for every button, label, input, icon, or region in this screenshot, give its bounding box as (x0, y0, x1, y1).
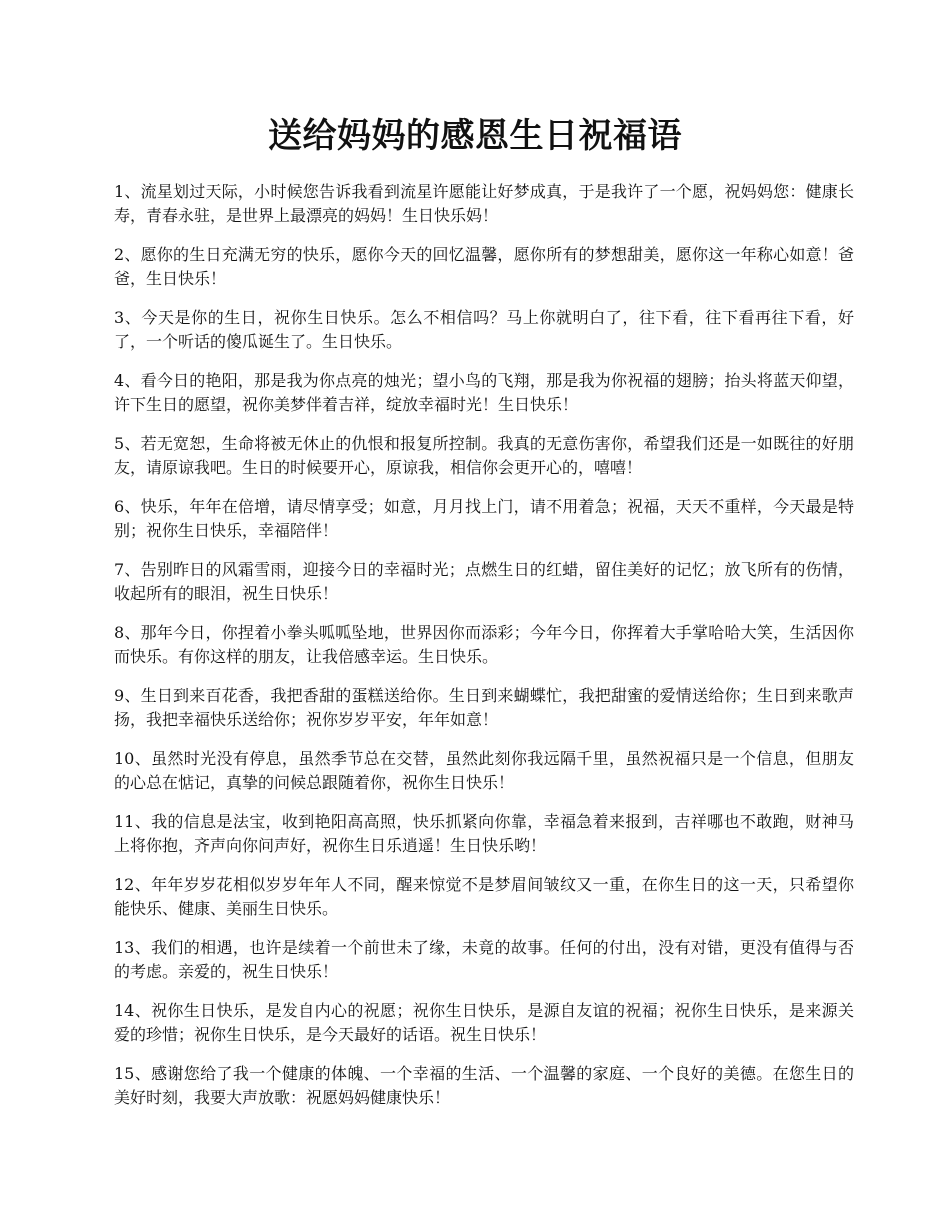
paragraph-8: 8、那年今日，你捏着小拳头呱呱坠地，世界因你而添彩；今年今日，你挥着大手掌哈哈大笑，生活因你而快乐。有你这样的朋友，让我倍感幸运。生日快乐。 (114, 623, 854, 666)
paragraph-7: 7、告别昨日的风霜雪雨，迎接今日的幸福时光；点燃生日的红蜡，留住美好的记忆；放飞所有的伤情，收起所有的眼泪，祝生日快乐！ (114, 560, 854, 603)
paragraph-15: 15、感谢您给了我一个健康的体魄、一个幸福的生活、一个温馨的家庭、一个良好的美德。在您生日的美好时刻，我要大声放歌：祝愿妈妈健康快乐！ (114, 1064, 854, 1107)
paragraph-14: 14、祝你生日快乐，是发自内心的祝愿；祝你生日快乐，是源自友谊的祝福；祝你生日快乐，是来源关爱的珍惜；祝你生日快乐，是今天最好的话语。祝生日快乐！ (114, 1001, 854, 1044)
paragraph-13: 13、我们的相遇，也许是续着一个前世未了缘，未竟的故事。任何的付出，没有对错，更没有值得与否的考虑。亲爱的，祝生日快乐！ (114, 938, 854, 981)
paragraph-4: 4、看今日的艳阳，那是我为你点亮的烛光；望小鸟的飞翔，那是我为你祝福的翅膀；抬头将蓝天仰望，许下生日的愿望，祝你美梦伴着吉祥，绽放幸福时光！生日快乐！ (114, 371, 854, 414)
paragraph-6: 6、快乐，年年在倍增，请尽情享受；如意，月月找上门，请不用着急；祝福，天天不重样，今天最是特别；祝你生日快乐，幸福陪伴！ (114, 497, 854, 540)
paragraph-10: 10、虽然时光没有停息，虽然季节总在交替，虽然此刻你我远隔千里，虽然祝福只是一个信息，但朋友的心总在惦记，真挚的问候总跟随着你，祝你生日快乐！ (114, 749, 854, 792)
document-body (114, 180, 854, 1125)
paragraph-3: 3、今天是你的生日，祝你生日快乐。怎么不相信吗？马上你就明白了，往下看，往下看再往下看，好了，一个听话的傻瓜诞生了。生日快乐。 (114, 308, 854, 351)
paragraph-12: 12、年年岁岁花相似岁岁年年人不同，醒来惊觉不是梦眉间皱纹又一重，在你生日的这一天，只希望你能快乐、健康、美丽生日快乐。 (114, 875, 854, 918)
paragraph-5: 5、若无宽恕，生命将被无休止的仇恨和报复所控制。我真的无意伤害你，希望我们还是一如既往的好朋友，请原谅我吧。生日的时候要开心，原谅我，相信你会更开心的，嘻嘻！ (114, 434, 854, 477)
paragraph-1: 1、流星划过天际，小时候您告诉我看到流星许愿能让好梦成真，于是我许了一个愿，祝妈妈您：健康长寿，青春永驻，是世界上最漂亮的妈妈！生日快乐妈！ (114, 182, 854, 225)
paragraph-9: 9、生日到来百花香，我把香甜的蛋糕送给你。生日到来蝴蝶忙，我把甜蜜的爱情送给你；生日到来歌声扬，我把幸福快乐送给你；祝你岁岁平安，年年如意！ (114, 686, 854, 729)
paragraph-2: 2、愿你的生日充满无穷的快乐，愿你今天的回忆温馨，愿你所有的梦想甜美，愿你这一年称心如意！爸爸，生日快乐！ (114, 245, 854, 288)
paragraph-11: 11、我的信息是法宝，收到艳阳高高照，快乐抓紧向你靠，幸福急着来报到，吉祥哪也不敢跑，财神马上将你抱，齐声向你问声好，祝你生日乐逍遥！生日快乐哟！ (114, 812, 854, 855)
document-title: 送给妈妈的感恩生日祝福语 (268, 116, 682, 156)
